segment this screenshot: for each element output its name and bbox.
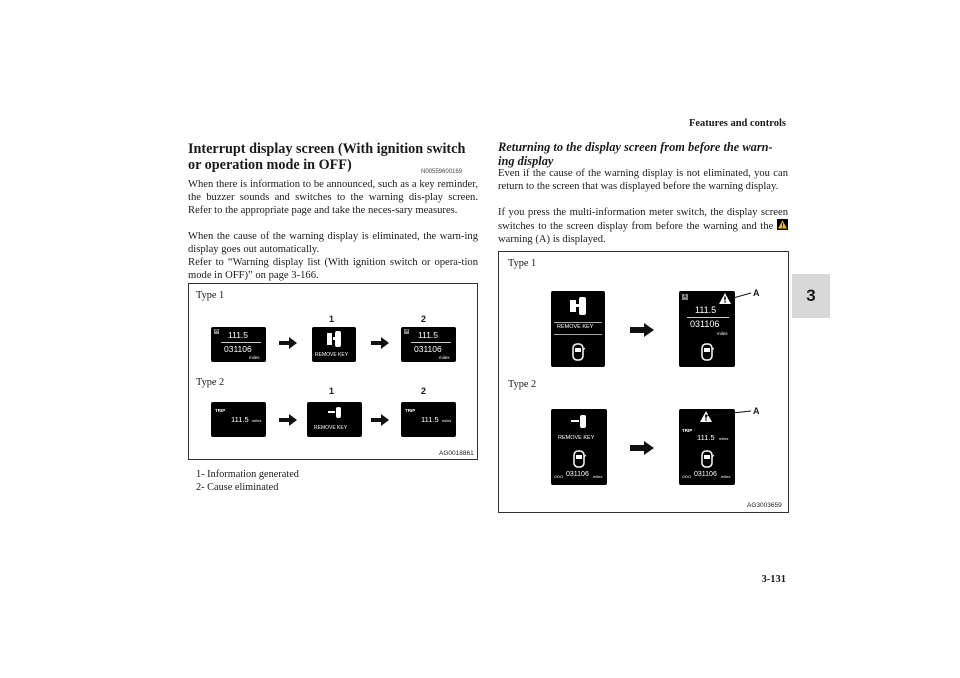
odometer-value: 111.5 (697, 433, 715, 442)
callout-leader (733, 290, 753, 300)
arrow-right-icon (279, 337, 297, 349)
remove-key-panel (307, 402, 362, 437)
subsection-heading: Returning to the display screen from before the warn-ing display (498, 140, 773, 168)
section-heading: Interrupt display screen (With ignition switch or operation mode in OFF) (188, 141, 466, 173)
arrow-right-icon (630, 323, 654, 337)
callout-leader (705, 408, 753, 418)
callout-a: A (753, 406, 760, 416)
callout-a: A (753, 288, 760, 298)
right-paragraph-2-text: If you press the multi-information meter switch, the display screen switches to the screen display from before the warning and the (498, 207, 788, 232)
remove-key-panel (312, 327, 356, 362)
odometer-value: 111.5 (228, 330, 249, 340)
warning-icon (719, 293, 731, 304)
arrow-right-icon (371, 337, 389, 349)
right-paragraph-2-end: warning (A) is displayed. (498, 234, 606, 245)
odometer-panel (211, 327, 266, 362)
figure-id: AG0018861 (439, 450, 474, 457)
car-door-icon (571, 342, 585, 362)
arrow-right-icon (630, 441, 654, 455)
right-paragraph-2 (498, 206, 788, 246)
remove-key-panel (551, 409, 607, 485)
odometer-value: 111.5 (421, 415, 439, 424)
warning-icon (777, 219, 788, 230)
key-icon (325, 329, 343, 349)
type2-label: Type 2 (508, 379, 537, 390)
unit-label: miles (721, 474, 731, 479)
unit-label: miles (249, 355, 260, 360)
odo-label: ODO (554, 474, 564, 479)
trip-panel (211, 402, 266, 437)
reference-code: N00559600169 (421, 169, 463, 175)
figure-id: AG3003659 (747, 502, 782, 509)
trip-value: 031106 (694, 471, 717, 478)
arrow-right-icon (279, 414, 297, 426)
legend-item-2: 2- Cause eliminated (196, 482, 279, 493)
odometer-warning-panel (679, 291, 735, 367)
a-icon: A (214, 328, 219, 334)
trip-warning-panel (679, 409, 735, 485)
remove-key-text: REMOVE KEY (558, 435, 595, 441)
callout-2: 2 (421, 314, 427, 324)
car-door-icon (700, 342, 714, 362)
arrow-right-icon (371, 414, 389, 426)
trip-value: 031106 (566, 471, 589, 478)
odometer-panel (401, 327, 456, 362)
type2-label: Type 2 (196, 377, 225, 388)
page-number: 3-131 (761, 574, 786, 585)
trip-value: 031106 (690, 319, 720, 329)
a-icon: A (683, 294, 687, 300)
car-door-icon (700, 449, 714, 469)
odometer-value: 111.5 (231, 415, 249, 424)
remove-key-panel (551, 291, 605, 367)
unit-label: miles (252, 418, 262, 423)
car-door-icon (572, 449, 586, 469)
trip-value: 031106 (414, 344, 442, 354)
odometer-value: 111.5 (418, 330, 439, 340)
key-icon (568, 295, 588, 317)
figure-interrupt-display (188, 283, 478, 460)
a-icon: A (404, 328, 409, 334)
chapter-tab: 3 (792, 274, 830, 318)
left-paragraph-2: When the cause of the warning display is eliminated, the warn-ing display goes out automatically. (188, 231, 478, 255)
trip-label: TRIP (215, 408, 226, 413)
trip-label: TRIP (682, 428, 693, 433)
trip-value: 031106 (224, 344, 252, 354)
odometer-value: 111.5 (695, 305, 717, 315)
right-paragraph-1: Even if the cause of the warning display is not eliminated, you can return to the screen that was displayed before the warning display. (498, 168, 788, 192)
type1-label: Type 1 (508, 258, 537, 269)
key-icon (327, 406, 343, 420)
key-icon (570, 414, 588, 430)
unit-label: miles (442, 418, 452, 423)
legend-item-1: 1- Information generated (196, 469, 299, 480)
figure-return-display (498, 251, 789, 513)
left-paragraph-1: When there is information to be announced, such as a key reminder, the buzzer sounds and switches to the warning dis-play screen. Refer to the appropriate page and take the neces-sary measures. (188, 179, 478, 216)
trip-panel (401, 402, 456, 437)
callout-1: 1 (329, 386, 335, 396)
unit-label: miles (439, 355, 450, 360)
callout-2: 2 (421, 386, 427, 396)
remove-key-text: REMOVE KEY (315, 352, 349, 358)
callout-1: 1 (329, 314, 335, 324)
left-paragraph-3: Refer to “Warning display list (With ignition switch or opera-tion mode in OFF)” on page 3-166. (188, 257, 478, 281)
unit-label: miles (593, 474, 603, 479)
section-header: Features and controls (688, 118, 786, 129)
unit-label: miles (717, 331, 728, 336)
type1-label: Type 1 (196, 290, 225, 301)
odo-label: ODO (682, 474, 692, 479)
remove-key-text: REMOVE KEY (314, 425, 348, 431)
unit-label: miles (719, 436, 729, 441)
trip-label: TRIP (405, 408, 416, 413)
remove-key-text: REMOVE KEY (557, 324, 594, 330)
